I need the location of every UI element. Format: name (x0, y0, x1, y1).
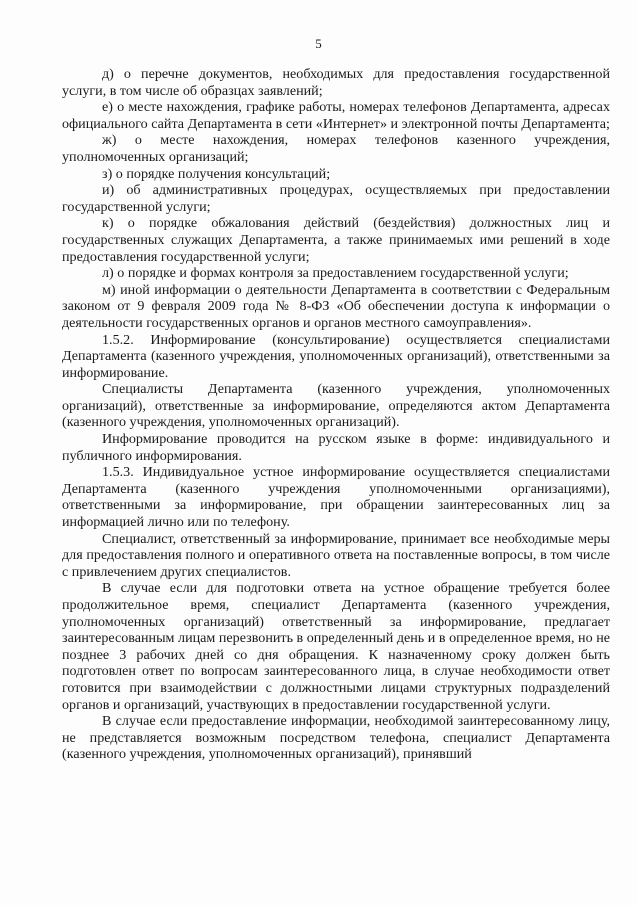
paragraph-1-5-3: 1.5.3. Индивидуальное устное информирование осуществляется специалистами Департамента (казенного учреждения уполномоченными организациями), ответственными за информирование, при обращении заинтересованных лиц за информацией лично или по телефону. (62, 464, 610, 531)
paragraph-d: д) о перечне документов, необходимых для предоставления государственной услуги, в том числе об образцах заявлений; (62, 66, 610, 99)
paragraph-phone-impossible: В случае если предоставление информации, необходимой заинтересованному лицу, не представляется возможным посредством телефона, специалист Департамента (казенного учреждения, уполномоченных организаций), принявший (62, 713, 610, 763)
paragraph-1-5-2: 1.5.2. Информирование (консультирование) осуществляется специалистами Департамента (казенного учреждения, уполномоченных организаций), ответственными за информирование. (62, 331, 610, 381)
paragraph-specialists: Специалисты Департамента (казенного учреждения, уполномоченных организаций), ответственные за информирование, определяются актом Департамента (казенного учреждения, уполномоченных организаций). (62, 381, 610, 431)
paragraph-zh: ж) о месте нахождения, номерах телефонов казенного учреждения, уполномоченных организаций; (62, 132, 610, 165)
paragraph-callback: В случае если для подготовки ответа на устное обращение требуется более продолжительное время, специалист Департамента (казенного учреждения, уполномоченных организаций) ответственный за информирование, предлагает заинтересованным лицам перезвонить в определенный день и в определенное время, но не позднее 3 рабочих дней со дня обращения. К назначенному сроку должен быть подготовлен ответ по вопросам заинтересованного лица, в случае необходимости ответ готовится при взаимодействии с должностными лицами структурных подразделений органов и организаций, участвующих в предоставлении государственной услуги. (62, 580, 610, 713)
paragraph-language: Информирование проводится на русском языке в форме: индивидуального и публичного информирования. (62, 431, 610, 464)
paragraph-l: л) о порядке и формах контроля за предоставлением государственной услуги; (102, 265, 569, 282)
paragraph-z: з) о порядке получения консультаций; (102, 165, 331, 182)
paragraph-m: м) иной информации о деятельности Департамента в соответствии с Федеральным законом от 9 февраля 2009 года № 8-ФЗ «Об обеспечении доступа к информации о деятельности государственных органов и органов местного самоуправления». (62, 281, 610, 331)
paragraph-i: и) об административных процедурах, осуществляемых при предоставлении государственной услуги; (62, 182, 610, 215)
paragraph-specialist-measures: Специалист, ответственный за информирование, принимает все необходимые меры для предоставления полного и оперативного ответа на поставленные вопросы, в том числе с привлечением других специалистов. (62, 530, 610, 580)
paragraph-e: е) о месте нахождения, графике работы, номерах телефонов Департамента, адресах официального сайта Департамента в сети «Интернет» и электронной почты Департамента; (62, 99, 610, 132)
page-number: 5 (315, 36, 322, 51)
document-body (62, 66, 610, 763)
paragraph-k: к) о порядке обжалования действий (бездействия) должностных лиц и государственных служащих Департамента, а также принимаемых ими решений в ходе предоставления государственной услуги; (62, 215, 610, 265)
